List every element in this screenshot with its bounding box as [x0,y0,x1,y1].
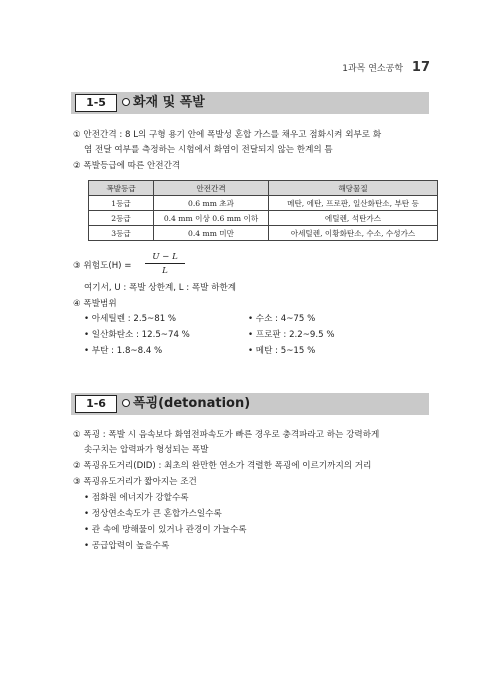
section-number: 1-6 [75,395,117,413]
detonation-item-3: ③ 폭굉유도거리가 짧아지는 조건 [73,477,197,487]
table-cell: 0.4 mm 미만 [154,226,269,241]
section-title: 화재 및 폭발 [133,95,205,110]
condition-item: • 정상연소속도가 큰 혼합가스일수록 [84,509,222,519]
section-bar-1-5 [71,92,429,114]
fraction-denominator: L [162,266,168,276]
page-header [342,60,430,75]
item-3-label: ③ 위험도(H) = [73,261,132,271]
col-header: 안전간격 [154,181,269,196]
table-row [89,226,438,241]
col-header: 폭발등급 [89,181,154,196]
condition-item: • 관 속에 방해물이 있거나 관경이 가늘수록 [84,525,247,535]
table-cell: 에틸렌, 석탄가스 [269,211,438,226]
range-item: • 프로판 : 2.2~9.5 % [248,330,335,340]
condition-item: • 공급압력이 높을수록 [84,541,170,551]
table-cell: 1등급 [89,196,154,211]
page-number: 17 [411,60,430,75]
range-item: • 아세틸렌 : 2.5~81 % [84,314,177,324]
item-4: ④ 폭발범위 [73,299,117,309]
table-cell: 2등급 [89,211,154,226]
chapter-label: 1과목 연소공학 [342,64,404,74]
section-bar-1-6 [71,393,429,415]
range-item: • 수소 : 4~75 % [248,314,316,324]
bullet-circle-icon [122,399,130,407]
section-title: 폭굉(detonation) [133,396,251,411]
item-1-line1: ① 안전간격 : 8 L의 구형 용기 안에 폭발성 혼합 가스를 채우고 점화시켜 외부로 화 [73,130,382,140]
table-row [89,196,438,211]
table-cell: 아세틸렌, 이황화탄소, 수소, 수성가스 [269,226,438,241]
item-3-note: 여기서, U : 폭발 상한계, L : 폭발 하한계 [84,283,237,293]
bullet-circle-icon [122,98,130,106]
detonation-item-1-line2: 솟구치는 압력파가 형성되는 폭발 [84,445,209,455]
col-header: 해당물질 [269,181,438,196]
detonation-item-2: ② 폭굉유도거리(DID) : 최초의 완만한 연소가 격렬한 폭굉에 이르기까지의 거리 [73,461,372,471]
table-row [89,211,438,226]
range-item: • 부탄 : 1.8~8.4 % [84,346,163,356]
item-2: ② 폭발등급에 따른 안전간격 [73,161,181,171]
fraction-numerator: U − L [145,251,185,264]
section-number: 1-5 [75,94,117,112]
item-1-line2: 염 전달 여부를 측정하는 시험에서 화염이 전달되지 않는 한계의 틈 [84,145,333,155]
safety-gap-table [88,180,438,241]
condition-item: • 점화원 에너지가 강할수록 [84,493,189,503]
detonation-item-1-line1: ① 폭굉 : 폭발 시 음속보다 화염전파속도가 빠른 경우로 충격파라고 하는 강력하게 [73,430,380,440]
table-cell: 0.6 mm 초과 [154,196,269,211]
table-cell: 0.4 mm 이상 0.6 mm 이하 [154,211,269,226]
table-cell: 3등급 [89,226,154,241]
range-item: • 메탄 : 5~15 % [248,346,316,356]
table-cell: 메탄, 에탄, 프로판, 일산화탄소, 부탄 등 [269,196,438,211]
range-item: • 일산화탄소 : 12.5~74 % [84,330,190,340]
